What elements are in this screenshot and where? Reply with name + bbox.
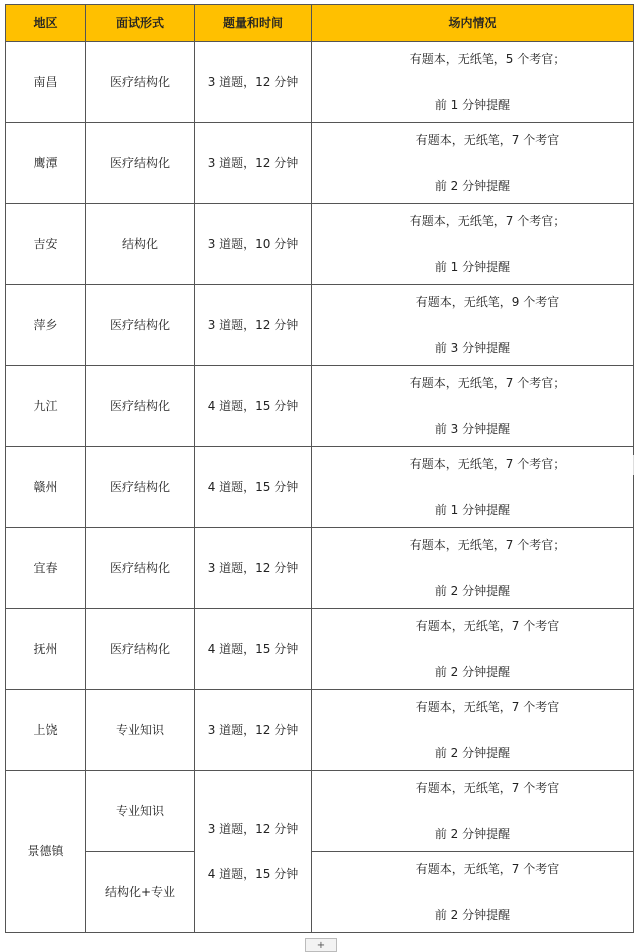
time-cell[interactable]: 3 道题，12 分钟 xyxy=(195,690,312,771)
form-cell[interactable]: 医疗结构化 xyxy=(86,447,195,528)
header-form[interactable]: 面试形式 xyxy=(86,5,195,42)
table-row xyxy=(6,852,634,933)
add-sheet-button[interactable]: + xyxy=(305,938,337,952)
conditions-cell[interactable] xyxy=(312,852,634,933)
conditions-line: 有题本，无纸笔，5 个考官； xyxy=(409,52,566,66)
time-line: 3 道题，12 分钟 xyxy=(207,822,299,837)
time-cell[interactable]: 3 道题，12 分钟 xyxy=(195,123,312,204)
region-cell[interactable]: 南昌 xyxy=(6,42,86,123)
conditions-line: 有题本，无纸笔，9 个考官 xyxy=(415,295,560,309)
form-cell[interactable]: 专业知识 xyxy=(86,771,195,852)
conditions-cell[interactable] xyxy=(312,366,634,447)
region-cell[interactable]: 九江 xyxy=(6,366,86,447)
time-cell[interactable]: 3 道题，12 分钟 xyxy=(195,285,312,366)
form-cell[interactable]: 医疗结构化 xyxy=(86,366,195,447)
header-row xyxy=(6,5,634,42)
reminder-line: 前 3 分钟提醒 xyxy=(434,421,511,436)
conditions-line: 有题本，无纸笔，7 个考官 xyxy=(415,700,560,714)
header-conditions[interactable]: 场内情况 xyxy=(312,5,634,42)
table-row xyxy=(6,690,634,771)
reminder-line: 前 2 分钟提醒 xyxy=(434,178,511,193)
table-row xyxy=(6,42,634,123)
conditions-line: 有题本，无纸笔，7 个考官 xyxy=(415,862,560,876)
region-cell[interactable]: 萍乡 xyxy=(6,285,86,366)
conditions-cell[interactable] xyxy=(312,528,634,609)
conditions-cell[interactable] xyxy=(312,609,634,690)
table-row xyxy=(6,528,634,609)
conditions-line: 有题本，无纸笔，7 个考官； xyxy=(409,457,566,471)
conditions-cell[interactable] xyxy=(312,771,634,852)
reminder-line: 前 2 分钟提醒 xyxy=(434,583,511,598)
table-row xyxy=(6,285,634,366)
reminder-line: 前 2 分钟提醒 xyxy=(434,907,511,922)
reminder-line: 前 2 分钟提醒 xyxy=(434,745,511,760)
region-cell[interactable]: 吉安 xyxy=(6,204,86,285)
interview-table xyxy=(5,4,634,933)
form-cell[interactable]: 医疗结构化 xyxy=(86,123,195,204)
conditions-cell[interactable] xyxy=(312,285,634,366)
form-cell[interactable]: 结构化 xyxy=(86,204,195,285)
time-cell[interactable] xyxy=(195,771,312,933)
table-row xyxy=(6,123,634,204)
form-cell[interactable]: 医疗结构化 xyxy=(86,42,195,123)
reminder-line: 前 2 分钟提醒 xyxy=(434,664,511,679)
reminder-line: 前 3 分钟提醒 xyxy=(434,340,511,355)
time-cell[interactable]: 4 道题，15 分钟 xyxy=(195,366,312,447)
header-time[interactable]: 题量和时间 xyxy=(195,5,312,42)
region-cell[interactable]: 上饶 xyxy=(6,690,86,771)
conditions-cell[interactable] xyxy=(312,204,634,285)
reminder-line: 前 1 分钟提醒 xyxy=(434,259,511,274)
conditions-line: 有题本，无纸笔，7 个考官； xyxy=(409,214,566,228)
conditions-line: 有题本，无纸笔，7 个考官 xyxy=(415,619,560,633)
conditions-line: 有题本，无纸笔，7 个考官； xyxy=(409,538,566,552)
edge-divider xyxy=(633,455,640,475)
reminder-line: 前 2 分钟提醒 xyxy=(434,826,511,841)
conditions-cell[interactable] xyxy=(312,690,634,771)
time-cell[interactable]: 4 道题，15 分钟 xyxy=(195,447,312,528)
region-cell[interactable]: 鹰潭 xyxy=(6,123,86,204)
region-cell[interactable]: 宜春 xyxy=(6,528,86,609)
region-cell[interactable]: 抚州 xyxy=(6,609,86,690)
region-cell[interactable]: 赣州 xyxy=(6,447,86,528)
region-cell[interactable]: 景德镇 xyxy=(6,771,86,933)
table-row xyxy=(6,204,634,285)
conditions-cell[interactable] xyxy=(312,447,634,528)
table-row xyxy=(6,366,634,447)
table-row xyxy=(6,447,634,528)
time-cell[interactable]: 3 道题，12 分钟 xyxy=(195,528,312,609)
form-cell[interactable]: 医疗结构化 xyxy=(86,528,195,609)
form-cell[interactable]: 医疗结构化 xyxy=(86,285,195,366)
conditions-line: 有题本，无纸笔，7 个考官； xyxy=(409,376,566,390)
conditions-line: 有题本，无纸笔，7 个考官 xyxy=(415,133,560,147)
time-cell[interactable]: 4 道题，15 分钟 xyxy=(195,609,312,690)
reminder-line: 前 1 分钟提醒 xyxy=(434,502,511,517)
conditions-cell[interactable] xyxy=(312,123,634,204)
reminder-line: 前 1 分钟提醒 xyxy=(434,97,511,112)
form-cell[interactable]: 专业知识 xyxy=(86,690,195,771)
time-line: 4 道题，15 分钟 xyxy=(207,866,299,881)
conditions-line: 有题本，无纸笔，7 个考官 xyxy=(415,781,560,795)
table-row xyxy=(6,771,634,852)
header-region[interactable]: 地区 xyxy=(6,5,86,42)
conditions-cell[interactable] xyxy=(312,42,634,123)
time-cell[interactable]: 3 道题，12 分钟 xyxy=(195,42,312,123)
table-row xyxy=(6,609,634,690)
form-cell[interactable]: 结构化+专业 xyxy=(86,852,195,933)
form-cell[interactable]: 医疗结构化 xyxy=(86,609,195,690)
time-cell[interactable]: 3 道题，10 分钟 xyxy=(195,204,312,285)
